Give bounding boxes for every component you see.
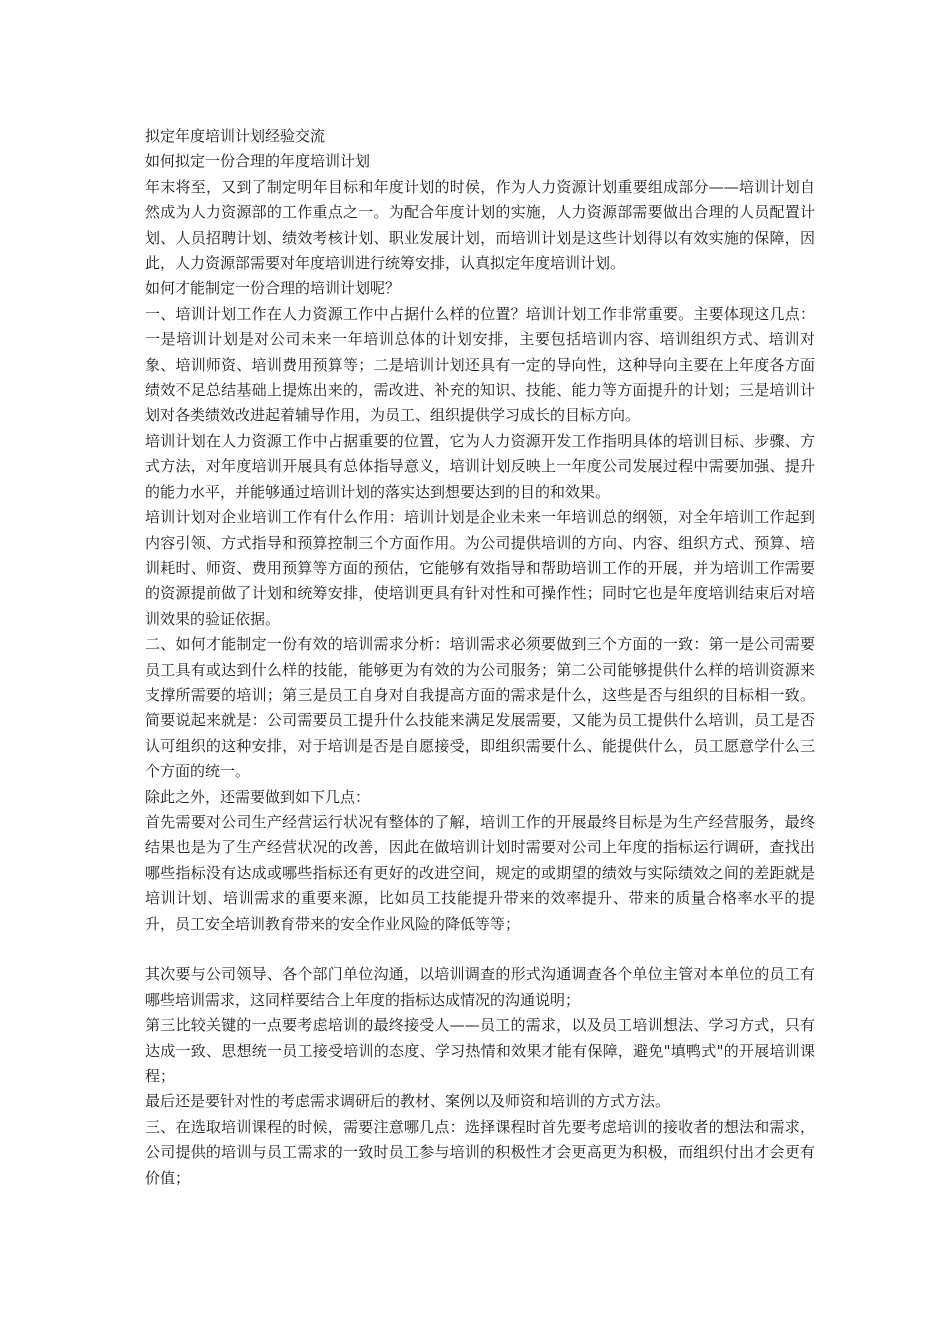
paragraph-last-point: 最后还是要针对性的考虑需求调研后的教材、案例以及师资和培训的方式方法。 xyxy=(145,1092,671,1111)
paragraph-additional-points: 除此之外，还需要做到如下几点： xyxy=(145,787,371,806)
paragraph-section-1: 一、培训计划工作在人力资源工作中占据什么样的位置？培训计划工作非常重要。主要体现这几点：一是培训计划是对公司未来一年培训总体的计划安排，主要包括培训内容、培训组织方式、培训对象、培训师资、培训费用预算等；二是培训计划还具有一定的导向性，这种导向主要在上年度各方面绩效不足总结基础上提炼出来的，需改进、补充的知识、技能、能力等方面提升的计划；三是培训计划对各类绩效改进起着辅导作用，为员工、组织提供学习成长的目标方向。 xyxy=(145,304,815,425)
document-body xyxy=(145,124,815,1191)
paragraph-plan-function: 培训计划对企业培训工作有什么作用：培训计划是企业未来一年培训总的纲领，对全年培训工作起到内容引领、方式指导和预算控制三个方面作用。为公司提供培训的方向、内容、组织方式、预算、培训耗时、师资、费用预算等方面的预估，它能够有效指导和帮助培训工作的开展，并为培训工作需要的资源提前做了计划和统筹安排，使培训更具有针对性和可操作性；同时它也是年度培训结束后对培训效果的验证依据。 xyxy=(145,508,815,628)
paragraph-plan-position: 培训计划在人力资源工作中占据重要的位置，它为人力资源开发工作指明具体的培训目标、步骤、方式方法，对年度培训开展具有总体指导意义，培训计划反映上一年度公司发展过程中需要加强、提升的能力水平，并能够通过培训计划的落实达到想要达到的目的和效果。 xyxy=(145,431,815,501)
paragraph-second-point: 其次要与公司领导、各个部门单位沟通，以培训调查的形式沟通调查各个单位主管对本单位的员工有哪些培训需求，这同样要结合上年度的指标达成情况的沟通说明； xyxy=(145,965,815,1009)
paragraph-first-point: 首先需要对公司生产经营运行状况有整体的了解，培训工作的开展最终目标是为生产经营服务，最终结果也是为了生产经营状况的改善，因此在做培训计划时需要对公司上年度的指标运行调研，查找出哪些指标没有达成或哪些指标还有更好的改进空间，规定的或期望的绩效与实际绩效之间的差距就是培训计划、培训需求的重要来源，比如员工技能提升带来的效率提升、带来的质量合格率水平的提升，员工安全培训教育带来的安全作业风险的降低等等； xyxy=(145,812,815,933)
document-subtitle: 如何拟定一份合理的年度培训计划 xyxy=(145,152,371,171)
paragraph-section-3: 三、在选取培训课程的时候，需要注意哪几点：选择课程时首先要考虑培训的接收者的想法和需求，公司提供的培训与员工需求的一致时员工参与培训的积极性才会更高更为积极，而组织付出才会更有价值； xyxy=(145,1117,815,1187)
document-title: 拟定年度培训计划经验交流 xyxy=(145,127,326,145)
paragraph-question: 如何才能制定一份合理的培训计划呢？ xyxy=(145,279,401,298)
blank-line xyxy=(145,937,815,962)
paragraph-intro: 年末将至，又到了制定明年目标和年度计划的时侯，作为人力资源计划重要组成部分——培训计划自然成为人力资源部的工作重点之一。为配合年度计划的实施，人力资源部需要做出合理的人员配置计划、人员招聘计划、绩效考核计划、职业发展计划，而培训计划是这些计划得以有效实施的保障，因此，人力资源部需要对年度培训进行统筹安排，认真拟定年度培训计划。 xyxy=(145,177,815,273)
paragraph-section-2: 二、如何才能制定一份有效的培训需求分析：培训需求必须要做到三个方面的一致：第一是公司需要员工具有或达到什么样的技能，能够更为有效的为公司服务；第二公司能够提供什么样的培训资源来支撑所需要的培训；第三是员工自身对自我提高方面的需求是什么，这些是否与组织的目标相一致。简要说起来就是：公司需要员工提升什么技能来满足发展需要，又能为员工提供什么培训，员工是否认可组织的这种安排，对于培训是否是自愿接受，即组织需要什么、能提供什么，员工愿意学什么三个方面的统一。 xyxy=(145,635,815,781)
paragraph-third-point: 第三比较关键的一点要考虑培训的最终接受人——员工的需求，以及员工培训想法、学习方式，只有达成一致、思想统一员工接受培训的态度、学习热情和效果才能有保障，避免"填鸭式"的开展培训课程； xyxy=(145,1016,815,1086)
